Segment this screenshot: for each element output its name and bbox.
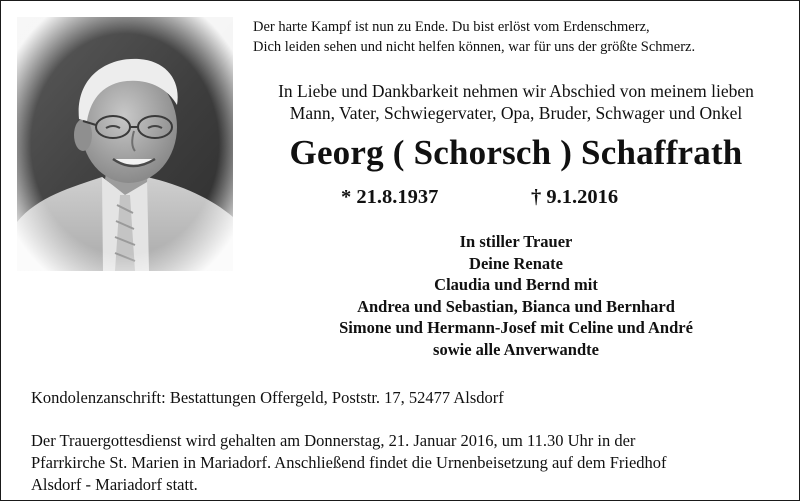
intro-line-2: Mann, Vater, Schwiegervater, Opa, Bruder, Schwager und Onkel	[289, 103, 743, 123]
motto-verse	[253, 17, 793, 57]
funeral-service-info	[31, 430, 791, 496]
mourner-line: Simone und Hermann-Josef mit Celine und André	[339, 318, 693, 337]
condolence-address: Kondolenzanschrift: Bestattungen Offergeld, Poststr. 17, 52477 Alsdorf	[31, 388, 504, 407]
death-date: † 9.1.2016	[531, 186, 619, 208]
motto-line-1: Der harte Kampf ist nun zu Ende. Du bist erlöst vom Erdenschmerz,	[253, 19, 650, 35]
farewell-intro	[241, 80, 791, 124]
service-line-1: Der Trauergottesdienst wird gehalten am Donnerstag, 21. Januar 2016, um 11.30 Uhr in der	[31, 431, 636, 450]
intro-line-1: In Liebe und Dankbarkeit nehmen wir Abschied von meinem lieben	[278, 81, 754, 101]
motto-line-2: Dich leiden sehen und nicht helfen können, war für uns der größte Schmerz.	[253, 39, 696, 55]
mourner-line: sowie alle Anverwandte	[433, 339, 599, 359]
birth-date: * 21.8.1937	[341, 186, 439, 208]
mourner-line: Andrea und Sebastian, Bianca und Bernhard	[357, 296, 675, 316]
mourner-line: Claudia und Bernd mit	[434, 275, 598, 294]
mourners-list	[241, 231, 791, 360]
mourner-line: In stiller Trauer	[459, 232, 573, 251]
service-line-3: Alsdorf - Mariadorf statt.	[31, 475, 198, 494]
deceased-name: Georg ( Schorsch ) Schaffrath	[289, 133, 743, 172]
portrait-photo	[17, 17, 233, 271]
service-line-2: Pfarrkirche St. Marien in Mariadorf. Anschließend findet die Urnenbeisetzung auf dem Friedhof	[31, 453, 667, 472]
mourner-line: Deine Renate	[469, 253, 563, 273]
